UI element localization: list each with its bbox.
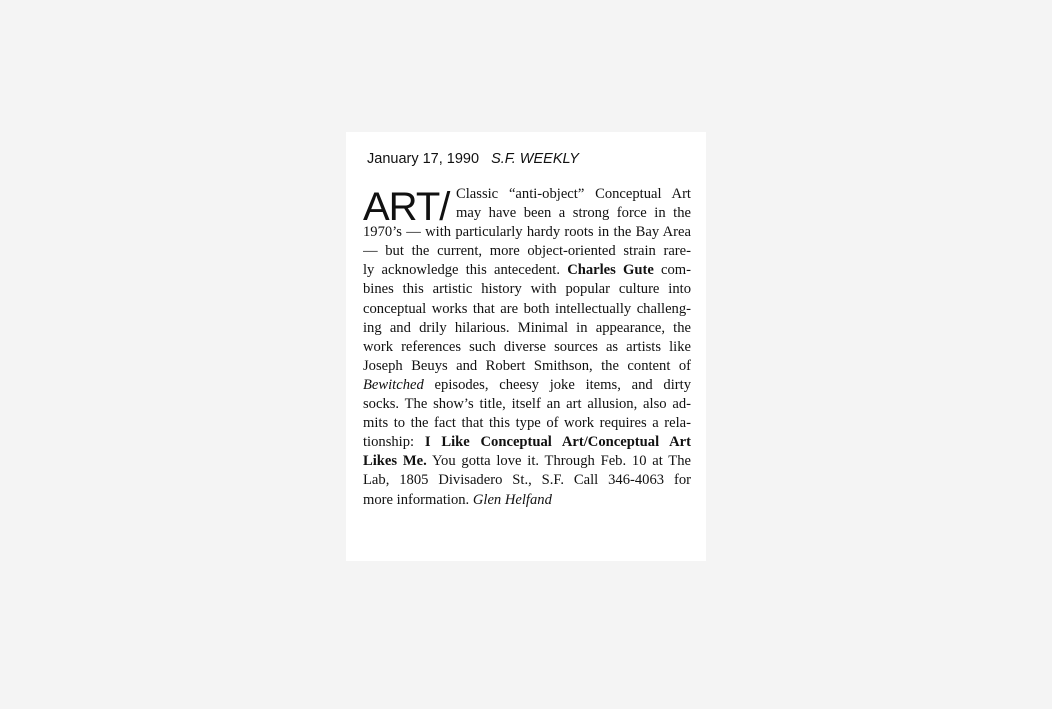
article-line xyxy=(363,491,691,510)
article-line xyxy=(363,242,691,261)
text-run: Joseph Beuys and Robert Smithson, the content of xyxy=(363,357,691,374)
text-run: tionship: xyxy=(363,434,425,451)
article-line xyxy=(363,261,691,280)
article-line xyxy=(363,338,691,357)
article-line xyxy=(363,395,691,414)
article-line xyxy=(363,433,691,452)
bold-text: Likes Me. xyxy=(363,453,427,470)
article-body xyxy=(363,185,691,510)
text-run: more information. xyxy=(363,491,473,508)
bold-text: I Like Conceptual Art/Conceptual Art xyxy=(424,434,691,451)
article-line xyxy=(363,357,691,376)
article-line xyxy=(363,376,691,395)
italic-text: Glen Helfand xyxy=(472,491,552,508)
text-run: — but the current, more object-oriented strain rare- xyxy=(363,243,691,260)
article-line xyxy=(363,319,691,338)
article-line xyxy=(363,280,691,299)
text-run: ly acknowledge this antecedent. xyxy=(363,262,568,279)
article-line xyxy=(363,300,691,319)
text-run: may have been a strong force in the xyxy=(456,205,691,222)
text-run: Classic “anti-object” Conceptual Art xyxy=(456,186,691,202)
text-run: bines this artistic history with popular culture into xyxy=(363,281,691,298)
text-run: You gotta love it. Through Feb. 10 at The xyxy=(426,453,691,470)
text-run: Lab, 1805 Divisadero St., S.F. Call 346-4063 for xyxy=(363,472,691,489)
dateline xyxy=(367,151,579,167)
article-heading: ART/ xyxy=(363,185,450,229)
bold-text: Charles Gute xyxy=(567,262,654,279)
dateline-date: January 17, 1990 xyxy=(367,151,480,167)
text-run: com- xyxy=(653,262,691,279)
dateline-publication: S.F. WEEKLY xyxy=(491,151,579,167)
text-run: socks. The show’s title, itself an art allusion, also ad- xyxy=(363,396,691,413)
text-run: 1970’s — with particularly hardy roots in the Bay Area xyxy=(363,224,691,241)
text-run: mits to the fact that this type of work requires a rela- xyxy=(363,415,691,432)
italic-text: Bewitched xyxy=(363,376,424,393)
text-run: work references such diverse sources as artists like xyxy=(363,338,691,355)
text-run: ing and drily hilarious. Minimal in appearance, the xyxy=(363,319,691,336)
article-line xyxy=(363,414,691,433)
article-line xyxy=(363,471,691,490)
text-run: conceptual works that are both intellectually challeng- xyxy=(363,300,691,317)
newspaper-clipping xyxy=(346,132,706,561)
article-line xyxy=(363,452,691,471)
text-run: episodes, cheesy joke items, and dirty xyxy=(423,376,691,393)
